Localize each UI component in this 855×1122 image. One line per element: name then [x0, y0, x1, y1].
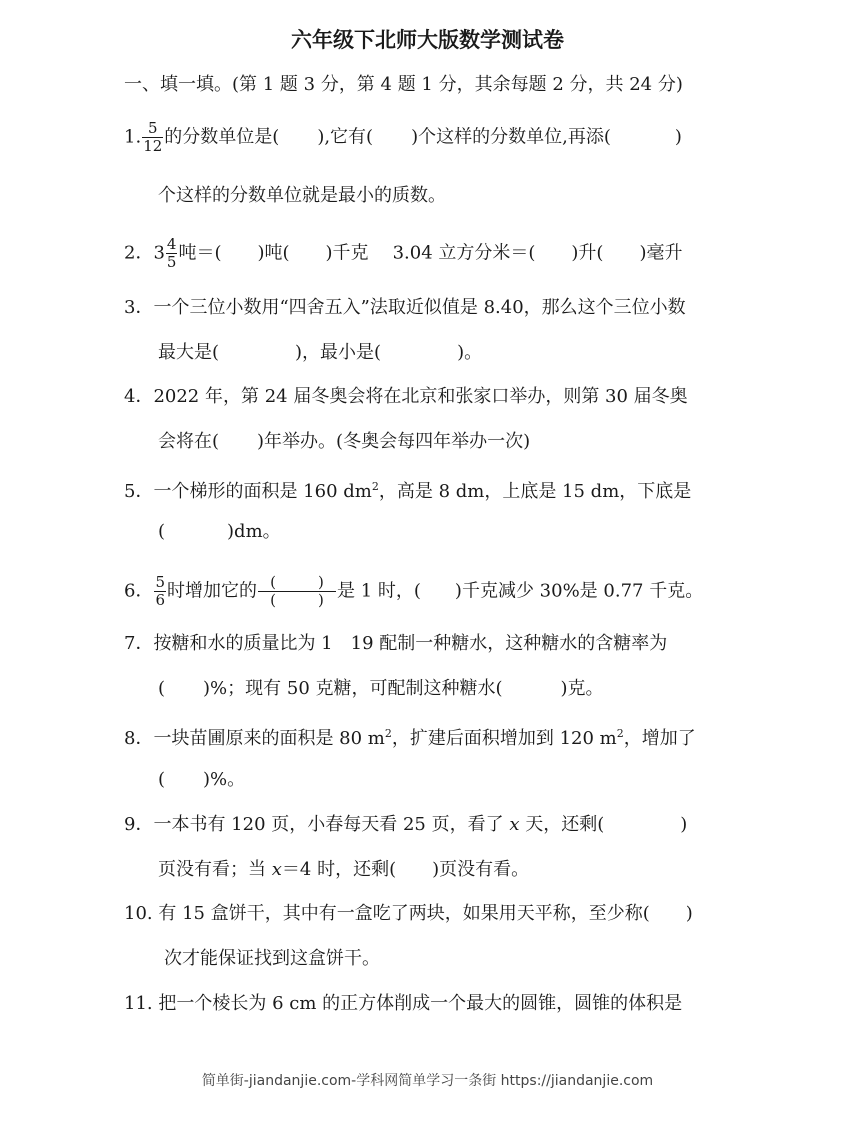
question-number: 2．	[124, 242, 154, 264]
question-4-line-1: 4．2022 年，第 24 届冬奥会将在北京和张家口举办，则第 30 届冬奥	[124, 386, 688, 407]
text-segment: (	[158, 521, 166, 542]
fraction-numerator: 5	[155, 573, 165, 591]
blank-fraction	[258, 574, 336, 609]
text-segment: )毫升	[639, 242, 683, 264]
fraction-denominator: 5	[166, 253, 177, 271]
question-10-line-2: 次才能保证找到这盒饼干。	[164, 948, 380, 969]
text-segment: )	[680, 814, 688, 835]
text-segment: ，增加了	[623, 728, 696, 749]
text-segment: ，扩建后面积增加到 120 m	[391, 728, 617, 749]
superscript: 2	[371, 480, 379, 493]
question-11-line-1: 11. 把一个棱长为 6 cm 的正方体削成一个最大的圆锥，圆锥的体积是	[124, 993, 683, 1014]
text-segment: )	[685, 903, 693, 924]
paren-close: )	[318, 591, 324, 609]
paren-open: (	[270, 573, 276, 591]
text-segment: 天，还剩(	[519, 814, 605, 835]
text-segment: )%；现有 50 克糖，可配制这种糖水(	[203, 678, 503, 699]
question-2	[124, 236, 682, 271]
variable: x	[509, 814, 520, 835]
blank-numerator	[258, 574, 336, 592]
question-4-line-2	[158, 429, 530, 455]
question-6	[124, 574, 703, 609]
text-segment: )克。	[560, 678, 604, 699]
text-segment: 会将在(	[158, 431, 220, 452]
text-segment: )吨(	[257, 242, 290, 264]
superscript: 2	[384, 727, 392, 740]
text-segment: ),它有(	[317, 126, 374, 148]
text-segment: 5．一个梯形的面积是 160 dm	[124, 481, 372, 502]
question-1-line-2: 个这样的分数单位就是最小的质数。	[158, 185, 446, 206]
question-3-line-1: 3．一个三位小数用“四舍五入”法取近似值是 8.40，那么这个三位小数	[124, 297, 686, 318]
section-heading: 一、填一填。(第 1 题 3 分，第 4 题 1 分，其余每题 2 分，共 24 分)	[124, 74, 683, 95]
text-segment: 10. 有 15 盒饼干，其中有一盒吃了两块，如果用天平称，至少称(	[124, 903, 650, 924]
text-segment: (	[158, 678, 166, 699]
text-segment: )个这样的分数单位,再添(	[411, 126, 611, 148]
question-9-line-2	[158, 857, 529, 883]
mixed-number-whole: 3	[153, 242, 165, 264]
page-title: 六年级下北师大版数学测试卷	[291, 28, 564, 52]
fraction-numerator: 5	[142, 120, 163, 138]
text-segment: )年举办。(冬奥会每四年举办一次)	[257, 431, 531, 452]
text-segment: 时增加它的	[167, 580, 257, 602]
fraction	[142, 120, 163, 155]
text-segment: 最大是(	[158, 342, 220, 363]
question-1-line-1	[124, 120, 682, 155]
paren-open: (	[270, 591, 276, 609]
text-segment: )dm。	[227, 521, 281, 542]
variable: x	[271, 859, 282, 880]
fraction-denominator: 12	[143, 137, 163, 155]
fraction-numerator: 4	[166, 235, 177, 253]
text-segment: 8．一块苗圃原来的面积是 80 m	[124, 728, 385, 749]
question-number: 1.	[124, 126, 142, 148]
text-segment: 吨＝(	[178, 242, 222, 264]
blank-denominator	[258, 592, 336, 609]
question-7-line-1: 7．按糖和水的质量比为 1 19 配制一种糖水，这种糖水的含糖率为	[124, 633, 668, 654]
text-segment: )，最小是(	[295, 342, 382, 363]
text-segment: ＝4 时，还剩(	[281, 859, 397, 880]
question-10-line-1	[124, 901, 693, 927]
question-8-line-2	[158, 767, 245, 793]
question-5-line-2	[158, 519, 281, 545]
text-segment: 9．一本书有 120 页，小春每天看 25 页，看了	[124, 814, 510, 835]
question-8-line-1	[124, 721, 696, 752]
paren-close: )	[318, 573, 324, 591]
superscript: 2	[616, 727, 624, 740]
text-segment: 的分数单位是(	[164, 126, 280, 148]
footer-text: 简单街-jiandanjie.com-学科网简单学习一条街 https://jiandanjie.com	[201, 1073, 654, 1089]
text-segment: )。	[457, 342, 483, 363]
text-segment: )升(	[571, 242, 604, 264]
text-segment: 是 1 时，(	[337, 580, 421, 602]
question-7-line-2	[158, 676, 604, 702]
fraction	[166, 236, 178, 271]
question-3-line-2	[158, 340, 482, 366]
text-segment: )千克	[325, 242, 369, 264]
text-segment: )千克减少 30%是 0.77 千克。	[454, 580, 704, 602]
question-9-line-1	[124, 812, 687, 838]
fraction	[154, 574, 166, 609]
fraction-denominator: 6	[155, 591, 165, 609]
question-number: 6．	[124, 580, 154, 602]
text-segment: 页没有看；当	[158, 859, 272, 880]
question-5-line-1	[124, 474, 691, 505]
text-segment: ，高是 8 dm，上底是 15 dm，下底是	[378, 481, 692, 502]
text-segment: )%。	[203, 769, 246, 790]
text-segment: (	[158, 769, 166, 790]
text-segment: 3.04 立方分米＝(	[392, 242, 536, 264]
text-segment: )页没有看。	[432, 859, 530, 880]
text-segment: )	[674, 126, 682, 148]
